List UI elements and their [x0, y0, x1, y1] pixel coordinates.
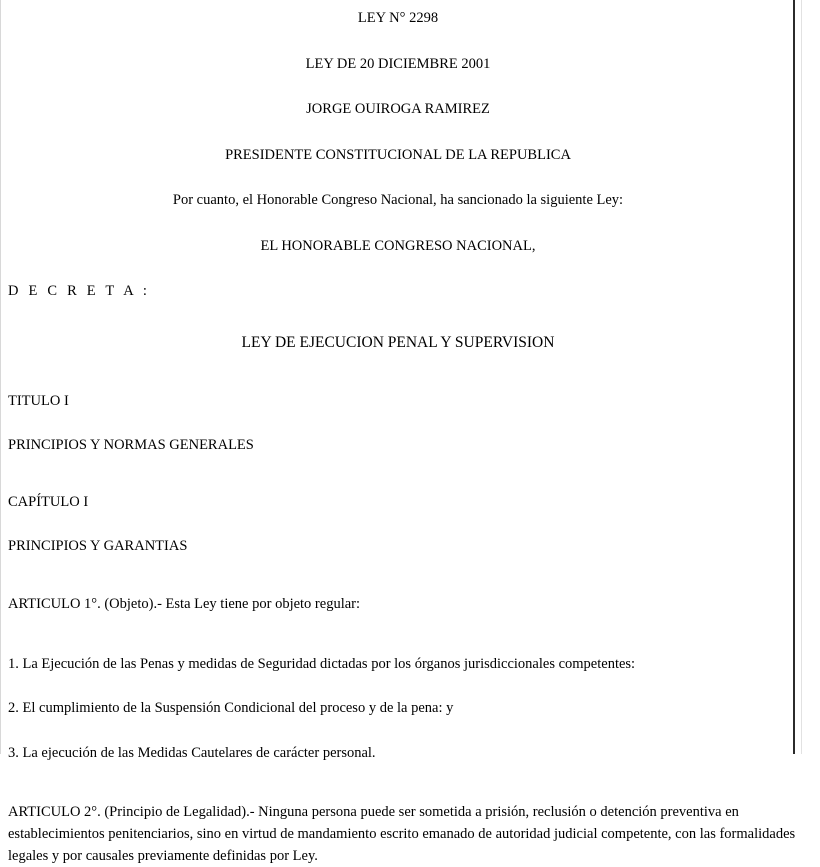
law-title-heading: LEY DE EJECUCION PENAL Y SUPERVISION	[241, 333, 555, 351]
preamble-text: Por cuanto, el Honorable Congreso Nacional, ha sancionado la siguiente Ley:	[172, 192, 624, 208]
document-text-column	[1, 0, 796, 864]
capitulo-heading: CAPÍTULO I	[8, 494, 89, 510]
article-1-item-3: 3. La ejecución de las Medidas Cautelares de carácter personal.	[8, 744, 376, 761]
page-right-rule	[793, 0, 795, 754]
article-2-paragraph: ARTICULO 2°. (Principio de Legalidad).- Ninguna persona puede ser sometida a prisión, reclusión o detención preventiva en establecimientos penitenciarios, sino en virtud de mandamiento escrito emanado de autoridad judicial competente, con las formalidades legales y por causales previamente definidas por Ley.	[8, 804, 796, 864]
decreta-keyword: D E C R E T A :	[8, 283, 151, 299]
law-date-heading: LEY DE 20 DICIEMBRE 2001	[305, 55, 491, 72]
president-role-heading: PRESIDENTE CONSTITUCIONAL DE LA REPUBLICA	[225, 146, 571, 163]
law-number-heading: LEY N° 2298	[357, 10, 439, 26]
article-1-item-1: 1. La Ejecución de las Penas y medidas de Seguridad dictadas por los órganos jurisdiccionales competentes:	[8, 655, 636, 672]
article-1-item-2: 2. El cumplimiento de la Suspensión Condicional del proceso y de la pena: y	[8, 700, 454, 716]
page-right-edge	[801, 0, 802, 754]
article-1-heading: ARTICULO 1°. (Objeto).- Esta Ley tiene por objeto regular:	[8, 596, 361, 612]
capitulo-subtitle: PRINCIPIOS Y GARANTIAS	[8, 537, 188, 554]
titulo-heading: TITULO I	[8, 393, 69, 409]
congress-heading: EL HONORABLE CONGRESO NACIONAL,	[260, 237, 536, 254]
titulo-subtitle: PRINCIPIOS Y NORMAS GENERALES	[8, 436, 254, 453]
president-name-heading: JORGE OUIROGA RAMIREZ	[306, 101, 490, 117]
